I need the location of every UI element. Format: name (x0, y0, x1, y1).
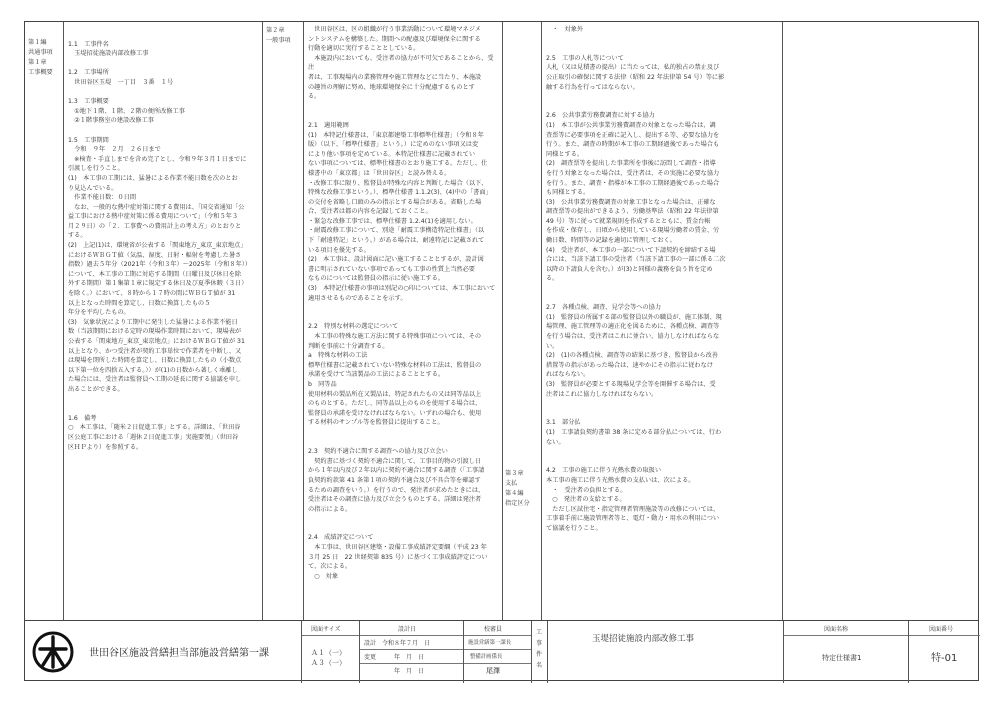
text-line: ただし区試住宅・指定管理者管理施設等の改修については、 (546, 505, 720, 513)
text-line: 版）（以下、「標準仕様書」という。）に定めのない事項又は変 (308, 141, 479, 149)
text-line: ※検査・手直しまでを含め完了とし、令和９年３月１日までに (68, 155, 247, 163)
text-line: なお、一般的な熱中症対策に関する費用は、「国交省通知「公 (68, 203, 245, 211)
text-line (543, 92, 781, 102)
text-line: 区ＨＰより）を参照する。 (68, 443, 143, 451)
divider (541, 22, 542, 620)
text-line (543, 102, 781, 112)
text-line: 作業不能日数：０日間 (68, 194, 137, 202)
divider (262, 22, 263, 620)
text-line: 判断を事前に十分調査する。 (308, 342, 389, 350)
organization-name: 世田谷区施設営繕担当部施設営繕第一課 (89, 648, 269, 659)
project-name: 玉堤招徒施設内部改修工事 (592, 634, 695, 644)
text-line: い。 (546, 342, 559, 350)
ward-emblem-icon (31, 630, 75, 674)
text-line (543, 447, 781, 457)
text-line: 本工事の特殊な施工方法に関する特殊事項については、その (308, 333, 482, 340)
text-line: ・耐震改修工事について、別途「耐震工事構造特記仕様書」（以 (308, 227, 485, 235)
text-line: を作成・保存し、日頃から使用している現場労働者の賃金、労 (546, 227, 720, 235)
text-line: 年分を平均したもの。 (68, 309, 130, 317)
text-line: 場管理、施工管理等の適正化を図るために、各種点検、調査等 (546, 323, 720, 331)
drawing-size-label: 図面サイズ (311, 626, 341, 633)
text-line: 指数）過去５年分（2021年（令和３年）～2025年（令和８年）） (68, 261, 252, 269)
text-line: 外する期間）第１集第１章に規定する休日及び夏季休暇（３日） (68, 280, 248, 288)
text-line: 玉堤招徒施設内部改修工事 (68, 50, 149, 58)
text-line: 公正取引の確保に関する法律（昭和 22 年法律第 54 号）等に影 (546, 73, 725, 81)
text-line: 負契約約款第 41 条第１項の契約不適合及び不具合等を確認す (308, 476, 481, 484)
text-line (305, 438, 501, 448)
text-line: ・緊急な改修工事では、標準仕様書 1.2.4(1)を適用しない。 (308, 217, 477, 225)
text-line (305, 303, 501, 313)
text-line (65, 404, 261, 414)
text-line: 行動を適切に実行することとしている。 (308, 45, 420, 53)
inspector-role-2: 整備計画係長 (470, 654, 503, 660)
text-line: 3.1 部分払 (546, 419, 581, 427)
text-line: 工事着手前に施設管理者等と、電灯・動力・用水の利用につい (546, 515, 720, 523)
drawing-number-label: 図面番号 (929, 626, 954, 633)
project-block (547, 621, 783, 683)
change-date-1: 変更 年 月 日 (364, 654, 425, 661)
text-line (543, 284, 781, 294)
text-line: 調査票等の提出ができるよう、労働基準法（昭和 22 年法律第 (546, 208, 719, 216)
text-line: 注者はこれに協力しなければならない。 (546, 390, 658, 398)
text-line: 引渡しを行うこと。 (68, 165, 124, 173)
design-date: 設計 令和８年７月 日 (364, 640, 431, 647)
text-line (543, 44, 781, 54)
text-line: 1.3 工事概要 (68, 98, 109, 106)
text-line: を行う場合は、受注者はこれに並合い、協力しなければならな (546, 333, 720, 340)
text-line: て、次による。 (308, 563, 352, 571)
text-line: 2.6 公共事業労務費調査に対する協力 (546, 112, 655, 120)
text-line (543, 294, 781, 304)
col3-section-label-designation: 第４編 指定区分 (505, 490, 530, 507)
project-label: 工事件名 (536, 629, 543, 669)
text-line: ○ 本工事は、「随米２日促進工事」とする。詳細は、「世田谷 (68, 424, 241, 432)
drawing-name: 特定仕様書1 (822, 654, 862, 662)
text-line (305, 102, 501, 112)
text-line: 書に明示されていない事項であっても工事の性質上当然必要 (308, 265, 475, 273)
inspector-name: 尾澤 (486, 667, 500, 675)
drawing-sheet (24, 21, 979, 681)
col3-section-label-pay: 第３章 支払 (505, 470, 524, 487)
text-line: ・ 受注者の負担とする。 (546, 486, 627, 494)
text-line: する材料のサンプル等を監督員に提出すること。 (308, 419, 444, 427)
text-line: ・ 対象外 (546, 26, 584, 33)
text-line: 本工事は、世田谷区建築・設備工事成績評定要綱（平成 23 年 (308, 544, 487, 552)
text-line: する。 (68, 232, 87, 240)
divider (782, 22, 783, 620)
text-line: 1.5 工事期間 (68, 136, 109, 144)
text-line: ントシステムを構築した。期間への配慮及び環境保全に関する (308, 35, 481, 43)
text-line: (1) 本工事が公共事業労務費調査の対象となった場合は、調 (546, 121, 716, 129)
text-line: も同様とする。 (546, 189, 590, 197)
text-line: 2.5 工事の人札等について (546, 54, 624, 62)
text-line: 2.2 特別な材料の選定について (308, 323, 399, 331)
text-line (65, 88, 261, 98)
text-line: (2) (1)の各種点検、調査等の結果に基づき、監督員から改善 (546, 352, 718, 360)
text-line: から１年以内及び２年以内に契約不適合に関する調査（「工事請 (308, 467, 485, 475)
text-line: 以上となった時間を算定し、日数に換算したもの５ (68, 299, 211, 307)
inspector-role-1: 施設営繕第一課長 (468, 640, 512, 646)
text-line: (2) 上記(1)は、環境省が公表する「関東地方_東京_東京地点」 (68, 242, 247, 250)
text-line: により他い事項を定めている。本特記仕様書に記載されてい (308, 150, 476, 158)
text-line: り見込んでいる。 (68, 184, 118, 192)
design-block (359, 621, 463, 683)
text-line: は現場を閉所した時間を算定し、日数に換算したもの（小数点 (68, 357, 242, 365)
text-line: 査票等に必要事項を正確に記入し、提出する等、必要な協力を (546, 131, 720, 139)
col1-section-label: 第１編 共通事項 第１章 工事概要 (28, 39, 53, 76)
text-line: ればならない。 (546, 371, 590, 379)
text-line: 4.2 工事の施工に伴う光熱水費の取扱い (546, 467, 662, 475)
text-line (65, 395, 261, 405)
text-line: (1) 工事請負契約書第 38 条に定める部分払については、行わ (546, 428, 722, 436)
col2-section-label: 第２章 一般事項 (266, 27, 291, 44)
text-line: 以下第一位を四捨五入する。））が(1)の日数から著しく乖離し (68, 366, 238, 374)
text-line: 公表する「関東地方_東京_東京地点」におけるＷＢＧＴ値が 31 (68, 338, 245, 345)
text-line: 行う。また、調査の時期が本工事の工期経過後であった場合も (546, 141, 720, 149)
text-line: (3) 気象状況により工期中に発生した猛暑による作業不能日 (68, 318, 238, 326)
text-line: 2.7 各種点検、調査、見学会等への協力 (546, 304, 662, 312)
col3-text (543, 22, 781, 620)
text-line: について、本工事の工期に対応する期間（日曜日及び休日を除 (68, 270, 242, 278)
text-line (305, 111, 501, 121)
text-line (543, 399, 781, 409)
text-line: 措置等の指示があった場合は、速やかにその指示に従わなけ (546, 361, 713, 369)
text-line: を除く。）において、８時から１７時の間にＷＢＧＴ値が 31 (68, 290, 236, 298)
text-line: 契約書に基づく契約不適合に関して、工事目的物の引渡し日 (308, 457, 482, 465)
text-line: (2) 調査票等を提出した事業所を事後に訪問して調査・指導 (546, 160, 716, 168)
change-date-2: 年 月 日 (364, 668, 425, 675)
text-line: 同様とする。 (546, 150, 584, 158)
inspector-block (463, 621, 531, 683)
text-line: 2.1 適用範囲 (308, 121, 349, 129)
text-line: のものとする。ただし、同等品以上のものを使用する場合は、 (308, 400, 482, 408)
drawing-name-label: 図面名称 (824, 626, 849, 633)
text-line: 令和 ９年 ２月 ２６日まで (68, 146, 161, 154)
text-line: 2.4 成績評定について (308, 534, 374, 542)
text-line (305, 428, 501, 438)
text-line: 使用材料の製品所在又製品は、特記されたもの又は同等品以上 (308, 390, 482, 398)
drawing-number: 特-01 (931, 653, 958, 664)
text-line: 本工事の施工に伴う光熱水費の支払いは、次による。 (546, 476, 695, 484)
text-line (543, 457, 781, 467)
text-line: を行う。また、調査・指導が本工事の工期経過後であった場合 (546, 179, 720, 187)
text-line: (1) 本特記仕様書は、「東京都建築工事標準仕様書」（令和８年 (308, 131, 484, 139)
text-line: 以降の下請負人を含む。）が(3)と同様の義務を負う旨を定め (546, 265, 713, 273)
text-line: 承諾を受けて当該製品の工法によることとする。 (308, 371, 445, 379)
col2-text (305, 22, 501, 620)
text-line: 標準仕様書に記載されていない特殊な材料の工法は、監督員の (308, 361, 482, 369)
title-block (25, 620, 978, 683)
project-label-block (531, 621, 547, 683)
text-line (65, 30, 261, 40)
text-line: いる項目を優先する。 (308, 246, 370, 254)
text-line: 適用させるものであることを示す。 (308, 294, 407, 302)
design-date-label: 設計日 (398, 626, 417, 633)
text-line: 合、受注者は都の内容を記録しておくこと。 (308, 208, 432, 216)
text-line: て協議を行うこと。 (546, 524, 602, 532)
text-line: におけるＷＢＧＴ値（気温、湿度、日射・輻射を考慮した暑さ (68, 251, 242, 259)
text-line: 49 号）等に従って就業規則を作成するとともに、賃金台帳 (546, 217, 711, 225)
text-line: なものについては監督員の指示に従い施工する。 (308, 275, 444, 283)
text-line: 特殊な改修工事という。）、標準仕様書 1.1.2(3)、(4)中の「書面」 (308, 189, 492, 197)
text-line: るための調査をいう。）を行うので、発注者が求めたときには、 (308, 486, 485, 494)
text-line: 本施設内においても、受注者の協力が不可欠であることから、受注 (308, 54, 494, 72)
text-line: 受注者はその調査に協力及び立会うものとする。詳細は発注者 (308, 496, 482, 504)
text-line: (3) 公共事業労務費調査の対象工事となった場合は、正確な (546, 198, 716, 206)
text-line (65, 59, 261, 69)
text-line: ○ 発注者の支給とする。 (546, 496, 626, 504)
text-line: の交付を省略し口頭のみの指示とする場合がある。省略した場 (308, 198, 482, 206)
text-line: (1) 本工事の工期には、猛暑による作業不能日数を次のとお (68, 174, 238, 182)
text-line: ない。 (546, 438, 565, 446)
text-line: る。 (546, 275, 559, 283)
text-line: ②１階事務室の建設改修工事 (68, 117, 154, 125)
text-line: 1.6 備考 (68, 414, 97, 422)
text-line: (4) 受注者が、本工事の一部について下請契約を締結する場 (546, 246, 716, 254)
text-line: ない事項については、標準仕様書のとおり施工する。ただし、仕 (308, 160, 488, 168)
text-line (543, 35, 781, 45)
col1-text (65, 22, 261, 620)
text-line: a 特殊な材料の工法 (308, 352, 368, 360)
text-line: 世田谷区玉堤 一丁目 ３番 １号 (68, 78, 174, 86)
text-line: (3) 本特記仕様書の事項は別記の○印については、本工事において (308, 285, 496, 293)
text-line: 世田谷区は、区の組織が行う事業活動について環境マネジメ (308, 26, 481, 33)
text-line: の指示による。 (308, 505, 352, 513)
text-line: 監督員の承諾を受けなければならない。いずれの場合も、使用 (308, 409, 482, 417)
size-a1: Ａ１（一） (311, 649, 346, 657)
text-line: 合には、当該下請工事の受注者（当該下請工事の一部に係る二次 (546, 256, 726, 264)
text-line: 下「耐遠特記」という。）がある場合は、耐遠特記に記載されて (308, 237, 485, 245)
text-line (305, 313, 501, 323)
text-line: を行う対象となった場合は、受注者は、その実施に必要な協力 (546, 169, 720, 177)
text-line: の趣旨の理解に努め、地球環境保全に十分配慮するものとす (308, 83, 475, 91)
text-line: b 同等品 (308, 380, 337, 388)
text-line: 数（当該期間における定時の現場作業時間において、現場表が (68, 328, 242, 336)
inspector-label: 校審員 (484, 626, 503, 633)
text-line: 出ることができる。 (68, 385, 124, 393)
text-line (305, 524, 501, 534)
text-line: 月２９日）の「２．工事費への費用計上の考え方」のとおりと (68, 222, 242, 230)
text-line: ３月 25 日 22 世経契第 835 号）に基づく工事成績評定につい (308, 553, 488, 561)
divider (63, 22, 64, 620)
text-line: た場合には、受注者は監督員へ工期の延長に関する協議を申し (68, 376, 242, 384)
text-line: 働日数、時間等の記録を適切に管理しておく。 (546, 237, 676, 245)
drawing-number-block (908, 621, 980, 683)
text-line: (3) 監督員が必要とする現場見学会等を開催する場合は、受 (546, 380, 716, 388)
divider (502, 22, 503, 620)
text-line: 触する行為を行ってはならない。 (546, 83, 639, 91)
text-line: 様書中の「東京都」は「世田谷区」と読み替える。 (308, 169, 451, 177)
text-line: 益工事における熱中症対策に係る費用について」（令和５年３ (68, 213, 239, 221)
text-line: (2) 本工事は、設計図面に記い施工することとするが、設計図 (308, 256, 484, 264)
divider (303, 22, 304, 620)
text-line: ○ 対象 (308, 572, 339, 580)
size-a3: Ａ３（一） (311, 659, 346, 667)
text-line (305, 514, 501, 524)
text-line: 以上となり、かつ受注者が契約工事単位で作業者を中断し、又 (68, 347, 242, 355)
text-line: 区公庭工事における「週休２日促進工事」実施要領」（世田谷 (68, 433, 239, 441)
text-line: (1) 監督員の所属する部の監督員以外の職員が、施工体制、現 (546, 313, 722, 321)
text-line: 者は、工事現場内の業務管理や施工管理などに当たり、本施設 (308, 73, 482, 81)
text-line: 1.1 工事件名 (68, 40, 109, 48)
text-line: ・改修工事に限り、監督員が特殊な内容と判断した場合（以下、 (308, 179, 488, 187)
text-line: 人札（又は見積書の提出）に当たっては、私的独占の禁止及び (546, 64, 720, 72)
text-line (543, 409, 781, 419)
text-line: る。 (308, 93, 321, 101)
text-line: ①地下１階、１階、２階の便所改修工事 (68, 107, 185, 115)
text-line (65, 126, 261, 136)
text-line: 2.3 契約不適合に関する調査への協力及び立会い (308, 448, 448, 456)
drawing-name-block (783, 621, 908, 683)
text-line: 1.2 工事場所 (68, 69, 109, 77)
